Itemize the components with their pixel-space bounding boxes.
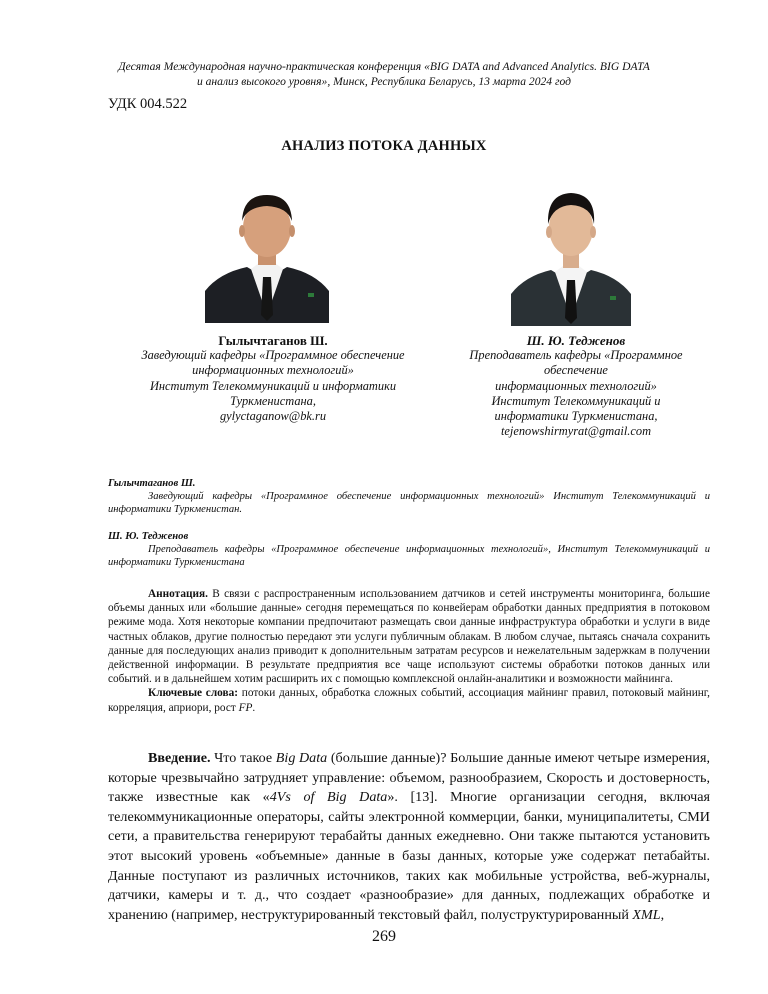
intro-text-3: ». [13]. Многие организации сегодня, включая телекоммуникационные операторы, сайты электронной коммерции, банки, муниципалитеты, СМИ сети, а правительства генерируют терабайты данных ежедневно. Они также пытаются установить этот высокий уровень «объемные» данные в базы данных, которые уже содержат петабайты. Данные поступают из различных источников, таких как мобильные устройства, веб-журналы, датчики, камеры и т. д., что создает «разнообразие» для данных, подлежащих обработке и хранению (например, неструктурированный текстовый файл, полуструктурированный: [108, 789, 710, 923]
author-2-name: Ш. Ю. Теджeнов: [526, 333, 626, 348]
header-line-2: и анализ высокого уровня», Минск, Республика Беларусь, 13 марта 2024 год: [196, 75, 572, 88]
intro-text-2: (большие данные)? Большие данные имеют четыре измерения, которые чрезвычайно затрудняет управление: объемом, разнообразием, Скорость и достоверность, также известные как «: [108, 750, 710, 806]
keywords-text: потоки данных, обработка сложных событий, ассоциация майнинг правил, потоковый майнинг, корреляция, априори, рост: [108, 687, 710, 714]
affiliation-block-1: [108, 477, 710, 517]
abstract: [108, 587, 710, 715]
keywords-label: Ключевые слова:: [148, 687, 239, 700]
abstract-label: Аннотация.: [148, 588, 208, 600]
paper-title: АНАЛИЗ ПОТОКА ДАННЫХ: [281, 138, 487, 154]
author-2-email[interactable]: tejenowshirmyrat@gmail.com: [500, 424, 652, 439]
intro-4vs: 4Vs of Big Data: [269, 789, 388, 806]
keywords-fp: FP: [238, 701, 253, 714]
author-1-caption: [108, 333, 438, 424]
page-number: 269: [372, 928, 396, 945]
intro-text-4: ,: [660, 906, 665, 923]
affiliation-block-2: [108, 530, 710, 570]
author-1-affiliation-line: информационных технологий»: [192, 363, 354, 378]
author-portrait-2-icon: [511, 178, 631, 326]
intro-text-1: Что такое: [210, 750, 276, 766]
introduction-label: Введение.: [148, 750, 211, 766]
author-photo-1: [205, 183, 329, 323]
introduction: [108, 749, 710, 925]
author-1-email[interactable]: gylyctaganow@bk.ru: [219, 409, 327, 424]
author-2-affiliation-line: Преподаватель кафедры «Программное: [469, 348, 683, 363]
keywords-paragraph: [108, 686, 710, 714]
affiliation-block-2-name: Ш. Ю. Теджeнов: [108, 531, 189, 542]
udk-code: УДК 004.522: [108, 96, 188, 112]
author-portrait-1-icon: [205, 183, 329, 323]
intro-big-data: Big Data: [275, 750, 328, 766]
affiliation-block-1-name: Гылычтаганов Ш.: [108, 478, 196, 489]
author-2-affiliation-line: информатики Туркменистана,: [494, 409, 658, 424]
author-2-affiliation-line: обеспечение: [544, 363, 608, 378]
author-1-affiliation-line: Заведующий кафедры «Программное обеспечение: [141, 348, 405, 363]
author-2-caption: [442, 333, 710, 439]
author-photo-2: [511, 178, 631, 326]
intro-xml: XML: [632, 906, 661, 923]
author-2-affiliation-line: информационных технологий»: [495, 378, 657, 393]
header-line-1: Десятая Международная научно-практическая конференция «BIG DATA and Advanced Analytics. BIG DATA: [118, 60, 650, 73]
author-1-affiliation-line: Туркменистана,: [230, 393, 316, 408]
abstract-text: В связи с распространенным использованием датчиков и сетей инструменты мониторинга, большие объемы данных или «большие данные» сегодня перемещаться по конвейерам обработки данных предприятия в потоковом режиме мода. Хотя некоторые компании предпочитают размещать свои данные инфраструктура обработки и услуги в виде частных облаков, другие полностью передают эти услуги публичным облакам. В любом случае, пытаясь сначала сохранить данные для последующих анализ приводит к дополнительным затратам ресурсов и нежелательным задержкам в получении действенной информации. В результате предприятия все чаще используют системы обработки потоков данных или событий. и в дальнейшем хотим расширить их с помощью комплексной онлайн-аналитики и возможности майнинга.: [108, 588, 710, 686]
introduction-paragraph: [108, 749, 710, 925]
keywords-end: .: [252, 701, 256, 714]
affiliation-block-1-text: Заведующий кафедры «Программное обеспечение информационных технологий» Институт Телекоммуникаций и информатики Туркменистан.: [108, 491, 710, 516]
affiliation-block-2-text: Преподаватель кафедры «Программное обеспечение информационных технологий», Институт Телекоммуникаций и информатики Туркменистана: [108, 544, 710, 569]
author-2-affiliation-line: Институт Телекоммуникаций и: [491, 393, 661, 408]
conference-header: [80, 59, 688, 89]
author-1-affiliation-line: Институт Телекоммуникаций и информатики: [149, 378, 397, 393]
author-1-name: Гылычтаганов Ш.: [218, 333, 328, 348]
abstract-paragraph: [108, 587, 710, 686]
